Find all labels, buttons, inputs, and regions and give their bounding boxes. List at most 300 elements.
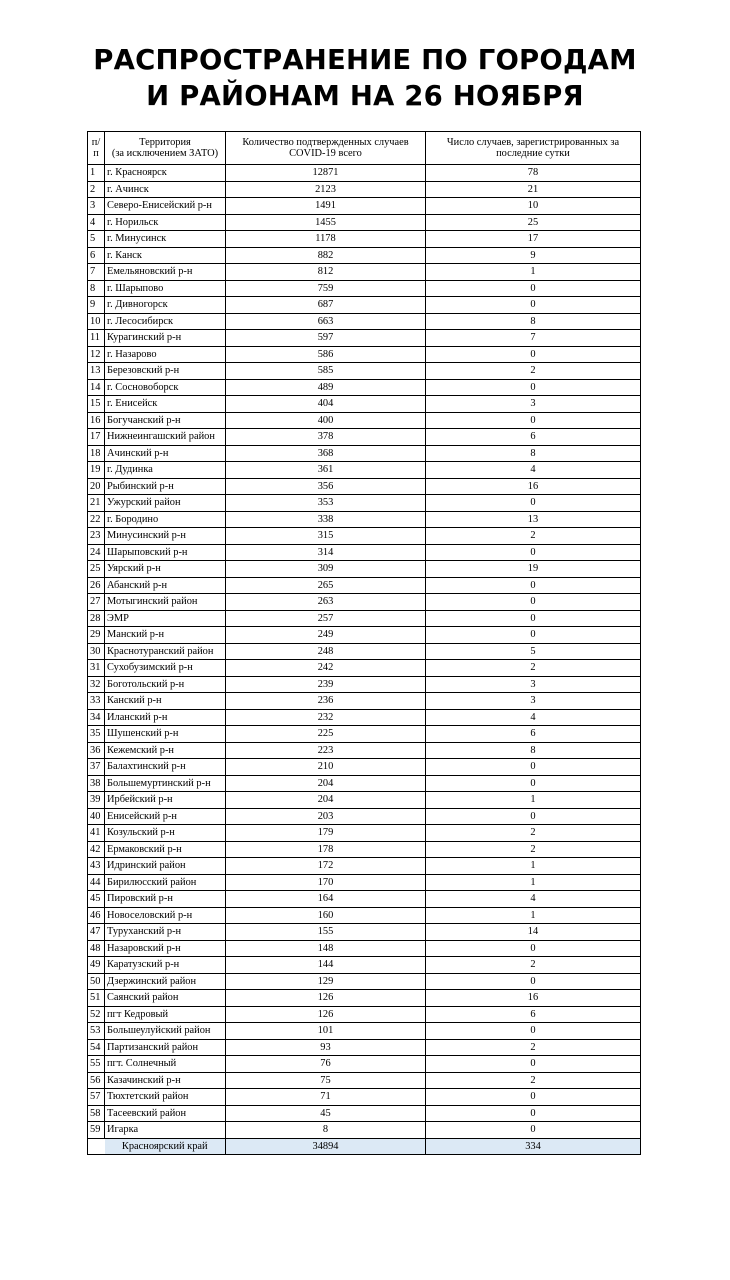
row-confirmed: 179	[226, 825, 426, 842]
table-row	[88, 1105, 641, 1122]
row-daily: 0	[426, 610, 641, 627]
row-territory: пгт. Солнечный	[105, 1056, 226, 1073]
row-num: 57	[88, 1089, 105, 1106]
row-daily: 4	[426, 709, 641, 726]
table-row	[88, 643, 641, 660]
row-num: 31	[88, 660, 105, 677]
row-daily: 2	[426, 1039, 641, 1056]
row-num: 1	[88, 165, 105, 182]
table-row	[88, 478, 641, 495]
row-territory: Богучанский р-н	[105, 412, 226, 429]
row-daily: 0	[426, 1089, 641, 1106]
table-row	[88, 511, 641, 528]
table-row	[88, 660, 641, 677]
header-territory-line-1: Территория	[139, 136, 191, 148]
row-territory: Козульский р-н	[105, 825, 226, 842]
row-territory: г. Минусинск	[105, 231, 226, 248]
row-daily: 0	[426, 577, 641, 594]
row-daily: 1	[426, 907, 641, 924]
row-territory: Мотыгинский район	[105, 594, 226, 611]
row-territory: Емельяновский р-н	[105, 264, 226, 281]
row-num: 4	[88, 214, 105, 231]
row-territory: Большеулуйский район	[105, 1023, 226, 1040]
row-daily: 21	[426, 181, 641, 198]
row-territory: Енисейский р-н	[105, 808, 226, 825]
row-territory: Игарка	[105, 1122, 226, 1139]
table-row	[88, 874, 641, 891]
row-daily: 6	[426, 429, 641, 446]
row-confirmed: 75	[226, 1072, 426, 1089]
row-num: 12	[88, 346, 105, 363]
row-daily: 25	[426, 214, 641, 231]
table-row	[88, 1023, 641, 1040]
row-num: 7	[88, 264, 105, 281]
row-num: 51	[88, 990, 105, 1007]
row-num: 27	[88, 594, 105, 611]
table-row	[88, 495, 641, 512]
row-num: 40	[88, 808, 105, 825]
row-territory: Новоселовский р-н	[105, 907, 226, 924]
row-territory: ЭМР	[105, 610, 226, 627]
row-daily: 2	[426, 528, 641, 545]
row-num: 56	[88, 1072, 105, 1089]
row-confirmed: 126	[226, 1006, 426, 1023]
table-row	[88, 412, 641, 429]
row-confirmed: 759	[226, 280, 426, 297]
row-territory: Сухобузимский р-н	[105, 660, 226, 677]
row-confirmed: 76	[226, 1056, 426, 1073]
page-title-line-2: И РАЙОНАМ НА 26 НОЯБРЯ	[146, 80, 584, 112]
page-title-line-1: РАСПРОСТРАНЕНИЕ ПО ГОРОДАМ	[93, 44, 637, 76]
row-daily: 13	[426, 511, 641, 528]
row-num: 58	[88, 1105, 105, 1122]
row-num: 38	[88, 775, 105, 792]
row-confirmed: 663	[226, 313, 426, 330]
row-confirmed: 586	[226, 346, 426, 363]
row-daily: 17	[426, 231, 641, 248]
table-row	[88, 808, 641, 825]
row-num: 41	[88, 825, 105, 842]
row-confirmed: 1455	[226, 214, 426, 231]
table-row	[88, 231, 641, 248]
row-daily: 16	[426, 478, 641, 495]
row-num: 2	[88, 181, 105, 198]
table-row	[88, 1122, 641, 1139]
table-row	[88, 792, 641, 809]
table-row	[88, 181, 641, 198]
row-confirmed: 236	[226, 693, 426, 710]
row-confirmed: 170	[226, 874, 426, 891]
page-title	[0, 42, 730, 114]
row-num: 48	[88, 940, 105, 957]
table-row	[88, 726, 641, 743]
row-daily: 0	[426, 775, 641, 792]
table-row	[88, 214, 641, 231]
row-num: 47	[88, 924, 105, 941]
row-num: 59	[88, 1122, 105, 1139]
row-daily: 8	[426, 445, 641, 462]
row-confirmed: 585	[226, 363, 426, 380]
row-territory: пгт Кедровый	[105, 1006, 226, 1023]
row-daily: 0	[426, 594, 641, 611]
row-num: 15	[88, 396, 105, 413]
header-territory	[105, 132, 226, 165]
row-num: 8	[88, 280, 105, 297]
table-row	[88, 379, 641, 396]
row-num: 17	[88, 429, 105, 446]
table-row	[88, 940, 641, 957]
row-confirmed: 404	[226, 396, 426, 413]
table-row	[88, 1056, 641, 1073]
row-daily: 0	[426, 759, 641, 776]
row-daily: 0	[426, 808, 641, 825]
row-num: 36	[88, 742, 105, 759]
row-num: 54	[88, 1039, 105, 1056]
row-confirmed: 257	[226, 610, 426, 627]
row-territory: Каратузский р-н	[105, 957, 226, 974]
row-confirmed: 2123	[226, 181, 426, 198]
row-confirmed: 155	[226, 924, 426, 941]
table-row	[88, 198, 641, 215]
row-daily: 8	[426, 313, 641, 330]
table-row	[88, 363, 641, 380]
row-territory: Уярский р-н	[105, 561, 226, 578]
table-row	[88, 346, 641, 363]
row-daily: 0	[426, 412, 641, 429]
row-territory: Назаровский р-н	[105, 940, 226, 957]
row-daily: 0	[426, 973, 641, 990]
row-territory: г. Сосновоборск	[105, 379, 226, 396]
row-num: 35	[88, 726, 105, 743]
row-territory: Ужурский район	[105, 495, 226, 512]
total-daily: 334	[426, 1138, 641, 1155]
total-num-cell	[88, 1138, 105, 1155]
table-row	[88, 594, 641, 611]
table-row	[88, 396, 641, 413]
row-territory: Бирилюсский район	[105, 874, 226, 891]
row-confirmed: 126	[226, 990, 426, 1007]
row-confirmed: 597	[226, 330, 426, 347]
row-num: 52	[88, 1006, 105, 1023]
total-name: Красноярский край	[105, 1138, 226, 1155]
table-row	[88, 264, 641, 281]
row-territory: г. Шарыпово	[105, 280, 226, 297]
row-territory: Ачинский р-н	[105, 445, 226, 462]
row-territory: Кежемский р-н	[105, 742, 226, 759]
row-num: 24	[88, 544, 105, 561]
row-num: 28	[88, 610, 105, 627]
row-confirmed: 210	[226, 759, 426, 776]
row-daily: 0	[426, 1056, 641, 1073]
table-row	[88, 924, 641, 941]
table-row	[88, 907, 641, 924]
row-territory: Минусинский р-н	[105, 528, 226, 545]
row-daily: 4	[426, 462, 641, 479]
row-num: 10	[88, 313, 105, 330]
row-num: 19	[88, 462, 105, 479]
row-daily: 0	[426, 544, 641, 561]
row-territory: Казачинский р-н	[105, 1072, 226, 1089]
row-num: 20	[88, 478, 105, 495]
row-confirmed: 338	[226, 511, 426, 528]
row-territory: г. Дивногорск	[105, 297, 226, 314]
row-daily: 3	[426, 693, 641, 710]
table-row	[88, 1039, 641, 1056]
row-confirmed: 12871	[226, 165, 426, 182]
row-num: 42	[88, 841, 105, 858]
row-confirmed: 144	[226, 957, 426, 974]
row-daily: 0	[426, 280, 641, 297]
row-territory: Абанский р-н	[105, 577, 226, 594]
row-confirmed: 315	[226, 528, 426, 545]
row-confirmed: 225	[226, 726, 426, 743]
row-num: 22	[88, 511, 105, 528]
row-num: 26	[88, 577, 105, 594]
row-num: 50	[88, 973, 105, 990]
row-confirmed: 148	[226, 940, 426, 957]
row-confirmed: 263	[226, 594, 426, 611]
row-territory: г. Лесосибирск	[105, 313, 226, 330]
row-territory: Пировский р-н	[105, 891, 226, 908]
row-confirmed: 882	[226, 247, 426, 264]
header-confirmed: Количество подтвержденных случаев COVID-19 всего	[226, 132, 426, 165]
row-confirmed: 265	[226, 577, 426, 594]
row-num: 44	[88, 874, 105, 891]
row-territory: Тюхтетский район	[105, 1089, 226, 1106]
row-num: 33	[88, 693, 105, 710]
table-row	[88, 891, 641, 908]
table-row	[88, 330, 641, 347]
row-daily: 3	[426, 396, 641, 413]
row-num: 30	[88, 643, 105, 660]
table-row	[88, 429, 641, 446]
row-daily: 16	[426, 990, 641, 1007]
row-territory: Идринский район	[105, 858, 226, 875]
table-row	[88, 775, 641, 792]
row-num: 5	[88, 231, 105, 248]
row-confirmed: 71	[226, 1089, 426, 1106]
row-daily: 9	[426, 247, 641, 264]
table-row	[88, 693, 641, 710]
row-num: 55	[88, 1056, 105, 1073]
row-confirmed: 223	[226, 742, 426, 759]
row-daily: 0	[426, 1105, 641, 1122]
row-daily: 7	[426, 330, 641, 347]
row-confirmed: 129	[226, 973, 426, 990]
row-daily: 1	[426, 858, 641, 875]
row-num: 45	[88, 891, 105, 908]
row-daily: 78	[426, 165, 641, 182]
row-territory: Курагинский р-н	[105, 330, 226, 347]
row-num: 9	[88, 297, 105, 314]
row-confirmed: 1491	[226, 198, 426, 215]
row-territory: г. Назарово	[105, 346, 226, 363]
row-num: 53	[88, 1023, 105, 1040]
table-row	[88, 165, 641, 182]
row-confirmed: 172	[226, 858, 426, 875]
row-daily: 0	[426, 297, 641, 314]
table-row	[88, 709, 641, 726]
table-row	[88, 610, 641, 627]
row-daily: 2	[426, 841, 641, 858]
row-daily: 0	[426, 495, 641, 512]
row-territory: Ирбейский р-н	[105, 792, 226, 809]
row-confirmed: 239	[226, 676, 426, 693]
row-num: 39	[88, 792, 105, 809]
table-row	[88, 1089, 641, 1106]
row-daily: 1	[426, 792, 641, 809]
row-confirmed: 203	[226, 808, 426, 825]
row-territory: Дзержинский район	[105, 973, 226, 990]
row-daily: 19	[426, 561, 641, 578]
row-num: 18	[88, 445, 105, 462]
row-territory: г. Красноярск	[105, 165, 226, 182]
header-daily: Число случаев, зарегистрированных за последние сутки	[426, 132, 641, 165]
row-confirmed: 1178	[226, 231, 426, 248]
table-row	[88, 841, 641, 858]
row-num: 3	[88, 198, 105, 215]
row-confirmed: 242	[226, 660, 426, 677]
table-row	[88, 627, 641, 644]
row-num: 49	[88, 957, 105, 974]
row-confirmed: 353	[226, 495, 426, 512]
table-body	[88, 165, 641, 1139]
row-num: 25	[88, 561, 105, 578]
row-confirmed: 368	[226, 445, 426, 462]
row-daily: 1	[426, 264, 641, 281]
row-confirmed: 248	[226, 643, 426, 660]
row-confirmed: 204	[226, 792, 426, 809]
row-daily: 0	[426, 379, 641, 396]
row-territory: Шарыповский р-н	[105, 544, 226, 561]
row-confirmed: 164	[226, 891, 426, 908]
row-num: 46	[88, 907, 105, 924]
row-territory: Тасеевский район	[105, 1105, 226, 1122]
table-row	[88, 990, 641, 1007]
row-confirmed: 361	[226, 462, 426, 479]
row-territory: Большемуртинский р-н	[105, 775, 226, 792]
row-confirmed: 8	[226, 1122, 426, 1139]
row-daily: 2	[426, 1072, 641, 1089]
table-row	[88, 1072, 641, 1089]
table-row	[88, 577, 641, 594]
row-daily: 6	[426, 1006, 641, 1023]
row-num: 32	[88, 676, 105, 693]
row-territory: Иланский р-н	[105, 709, 226, 726]
table-row	[88, 528, 641, 545]
row-confirmed: 93	[226, 1039, 426, 1056]
row-num: 23	[88, 528, 105, 545]
row-territory: Шушенский р-н	[105, 726, 226, 743]
table-row	[88, 544, 641, 561]
row-daily: 2	[426, 825, 641, 842]
row-confirmed: 489	[226, 379, 426, 396]
table-row	[88, 759, 641, 776]
row-territory: Северо-Енисейский р-н	[105, 198, 226, 215]
row-territory: г. Дудинка	[105, 462, 226, 479]
row-territory: Манский р-н	[105, 627, 226, 644]
row-territory: г. Норильск	[105, 214, 226, 231]
row-num: 43	[88, 858, 105, 875]
row-daily: 0	[426, 940, 641, 957]
row-confirmed: 378	[226, 429, 426, 446]
row-num: 21	[88, 495, 105, 512]
row-territory: Краснотуранский район	[105, 643, 226, 660]
table-row	[88, 561, 641, 578]
row-daily: 5	[426, 643, 641, 660]
row-territory: Саянский район	[105, 990, 226, 1007]
row-confirmed: 232	[226, 709, 426, 726]
row-num: 16	[88, 412, 105, 429]
row-num: 13	[88, 363, 105, 380]
row-num: 29	[88, 627, 105, 644]
row-daily: 0	[426, 627, 641, 644]
row-territory: Ермаковский р-н	[105, 841, 226, 858]
row-confirmed: 101	[226, 1023, 426, 1040]
table-row	[88, 742, 641, 759]
row-territory: г. Енисейск	[105, 396, 226, 413]
row-confirmed: 314	[226, 544, 426, 561]
row-daily: 2	[426, 957, 641, 974]
row-territory: Рыбинский р-н	[105, 478, 226, 495]
total-row	[88, 1138, 641, 1155]
row-num: 6	[88, 247, 105, 264]
row-daily: 0	[426, 1122, 641, 1139]
row-confirmed: 249	[226, 627, 426, 644]
row-confirmed: 400	[226, 412, 426, 429]
table-header-row	[88, 132, 641, 165]
table-row	[88, 280, 641, 297]
row-num: 11	[88, 330, 105, 347]
row-territory: Березовский р-н	[105, 363, 226, 380]
table-row	[88, 1006, 641, 1023]
row-territory: г. Канск	[105, 247, 226, 264]
row-num: 34	[88, 709, 105, 726]
row-confirmed: 309	[226, 561, 426, 578]
row-territory: Туруханский р-н	[105, 924, 226, 941]
row-daily: 3	[426, 676, 641, 693]
covid-cases-table	[87, 131, 641, 1155]
header-num: п/п	[88, 132, 105, 165]
table-row	[88, 973, 641, 990]
row-daily: 14	[426, 924, 641, 941]
row-daily: 2	[426, 363, 641, 380]
row-daily: 4	[426, 891, 641, 908]
header-territory-line-2: (за исключением ЗАТО)	[111, 148, 219, 159]
table-row	[88, 858, 641, 875]
row-territory: Нижнеингашский район	[105, 429, 226, 446]
row-daily: 1	[426, 874, 641, 891]
row-confirmed: 178	[226, 841, 426, 858]
table-row	[88, 297, 641, 314]
row-confirmed: 356	[226, 478, 426, 495]
row-num: 14	[88, 379, 105, 396]
row-territory: Боготольский р-н	[105, 676, 226, 693]
row-territory: г. Бородино	[105, 511, 226, 528]
row-territory: Канский р-н	[105, 693, 226, 710]
row-territory: Партизанский район	[105, 1039, 226, 1056]
row-confirmed: 45	[226, 1105, 426, 1122]
row-num: 37	[88, 759, 105, 776]
total-confirmed: 34894	[226, 1138, 426, 1155]
table-row	[88, 676, 641, 693]
table-row	[88, 445, 641, 462]
table-row	[88, 313, 641, 330]
row-daily: 2	[426, 660, 641, 677]
row-confirmed: 812	[226, 264, 426, 281]
row-daily: 10	[426, 198, 641, 215]
table-row	[88, 247, 641, 264]
